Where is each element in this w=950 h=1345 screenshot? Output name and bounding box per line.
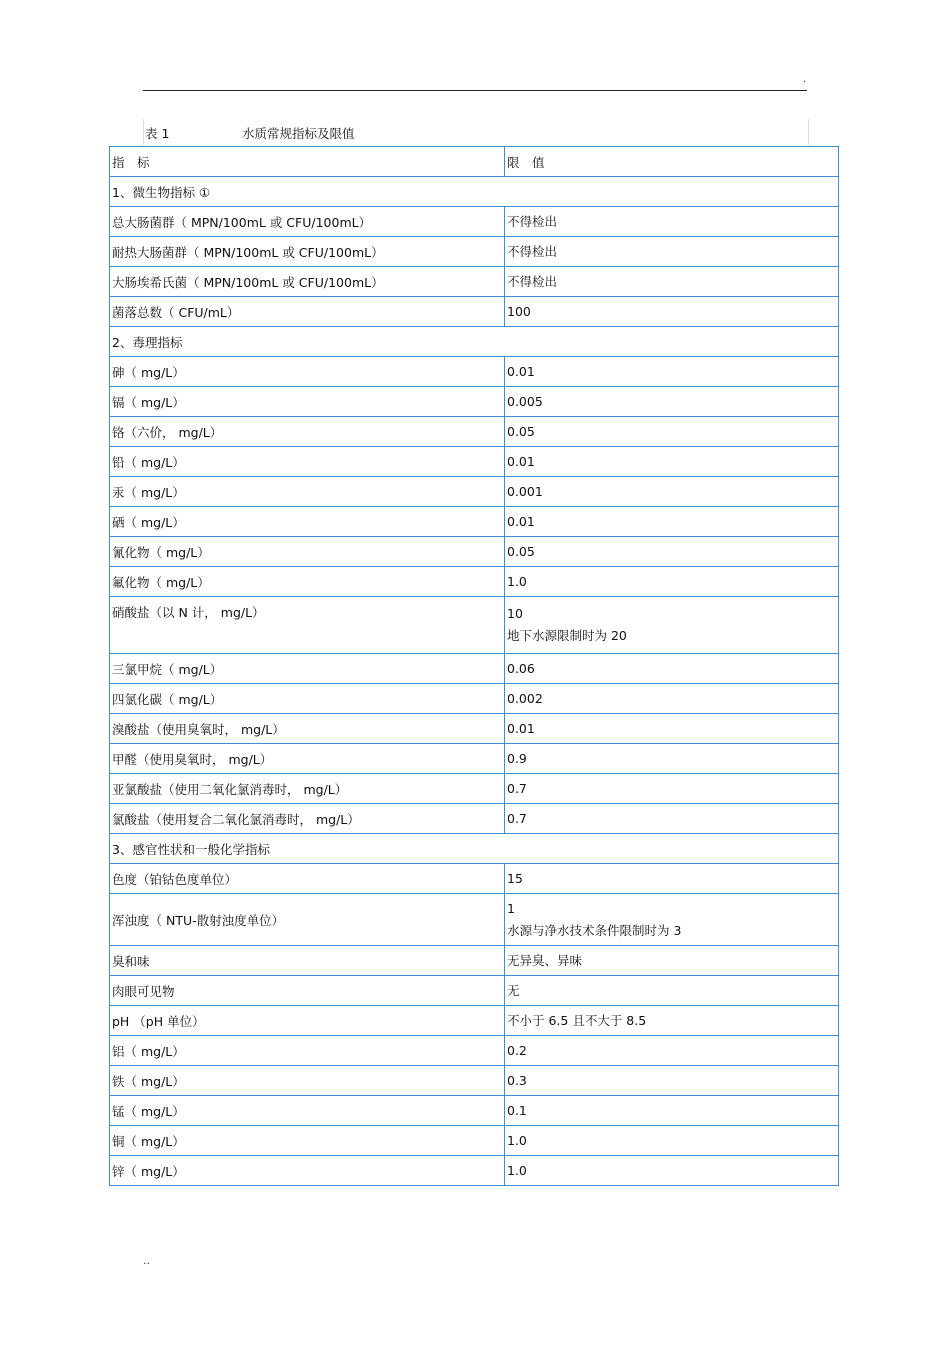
limit-value: 0.1: [507, 1102, 527, 1118]
limit-value: 0.7: [507, 780, 527, 796]
limit-cell: [505, 1036, 839, 1066]
limit-cell: [505, 357, 839, 387]
limit-cell: [505, 597, 839, 654]
limit-value: 0.7: [507, 810, 527, 826]
limit-cell: [505, 567, 839, 597]
water-quality-table: [109, 146, 839, 1186]
indicator-cell: 亚氯酸盐（使用二氧化氯消毒时， mg/L）: [110, 774, 505, 804]
indicator-cell: 四氯化碳（ mg/L）: [110, 684, 505, 714]
limit-cell: [505, 477, 839, 507]
indicator-cell: 铅（ mg/L）: [110, 447, 505, 477]
section-title: 3、感官性状和一般化学指标: [110, 834, 839, 864]
limit-cell: [505, 1096, 839, 1126]
indicator-cell: 铝（ mg/L）: [110, 1036, 505, 1066]
table-title: 水质常规指标及限值: [242, 126, 355, 141]
header-rule: [143, 90, 807, 91]
limit-value: 水源与净水技术条件限制时为 3: [507, 922, 682, 938]
table-number: 表 1: [145, 126, 170, 141]
table-row: [110, 864, 839, 894]
indicator-cell: 大肠埃希氏菌（ MPN/100mL 或 CFU/100mL）: [110, 267, 505, 297]
section-row: [110, 327, 839, 357]
table-row: [110, 597, 839, 654]
table-row: [110, 1036, 839, 1066]
limit-value: 无异臭、异味: [507, 952, 583, 968]
table-row: [110, 357, 839, 387]
table-row: [110, 297, 839, 327]
limit-cell: [505, 267, 839, 297]
limit-value: 0.01: [507, 720, 535, 736]
section-row: [110, 177, 839, 207]
section-row: [110, 834, 839, 864]
indicator-cell: 总大肠菌群（ MPN/100mL 或 CFU/100mL）: [110, 207, 505, 237]
indicator-cell: 溴酸盐（使用臭氧时， mg/L）: [110, 714, 505, 744]
limit-cell: [505, 714, 839, 744]
indicator-cell: 臭和味: [110, 946, 505, 976]
limit-value: 0.06: [507, 660, 535, 676]
table-row: [110, 537, 839, 567]
indicator-cell: pH （pH 单位）: [110, 1006, 505, 1036]
table-row: [110, 1066, 839, 1096]
table-row: [110, 237, 839, 267]
indicator-cell: 铜（ mg/L）: [110, 1126, 505, 1156]
limit-cell: [505, 207, 839, 237]
limit-cell: [505, 976, 839, 1006]
limit-value: 0.002: [507, 690, 543, 706]
limit-cell: [505, 1066, 839, 1096]
section-title: 2、毒理指标: [110, 327, 839, 357]
table-row: [110, 976, 839, 1006]
indicator-cell: 三氯甲烷（ mg/L）: [110, 654, 505, 684]
table-row: [110, 387, 839, 417]
limit-cell: [505, 684, 839, 714]
limit-cell: [505, 654, 839, 684]
limit-value: 不得检出: [507, 273, 558, 289]
limit-cell: [505, 744, 839, 774]
table-row: [110, 1156, 839, 1186]
table-header-row: [110, 147, 839, 177]
limit-value: 1: [507, 900, 515, 916]
indicator-cell: 甲醛（使用臭氧时， mg/L）: [110, 744, 505, 774]
table-row: [110, 417, 839, 447]
table-row: [110, 684, 839, 714]
limit-value: 15: [507, 870, 523, 886]
indicator-cell: 铬（六价， mg/L）: [110, 417, 505, 447]
limit-cell: [505, 297, 839, 327]
header-mark: .: [803, 74, 807, 85]
table-row: [110, 447, 839, 477]
table-row: [110, 507, 839, 537]
footer-mark: ..: [143, 1254, 150, 1267]
indicator-cell: 氰化物（ mg/L）: [110, 537, 505, 567]
limit-cell: [505, 774, 839, 804]
limit-value: 0.01: [507, 363, 535, 379]
table-row: [110, 477, 839, 507]
limit-value: 1.0: [507, 1162, 527, 1178]
table-row: [110, 894, 839, 946]
table-row: [110, 714, 839, 744]
limit-cell: [505, 387, 839, 417]
limit-cell: [505, 946, 839, 976]
indicator-cell: 色度（铂钴色度单位）: [110, 864, 505, 894]
limit-value: 0.9: [507, 750, 527, 766]
indicator-cell: 铁（ mg/L）: [110, 1066, 505, 1096]
limit-value: 1.0: [507, 573, 527, 589]
table-row: [110, 804, 839, 834]
limit-cell: [505, 237, 839, 267]
table-row: [110, 744, 839, 774]
indicator-cell: 砷（ mg/L）: [110, 357, 505, 387]
table-row: [110, 267, 839, 297]
indicator-cell: 硝酸盐（以 N 计， mg/L）: [110, 597, 505, 654]
limit-value: 0.005: [507, 393, 543, 409]
limit-value: 0.3: [507, 1072, 527, 1088]
table-row: [110, 567, 839, 597]
table-row: [110, 207, 839, 237]
indicator-cell: 氟化物（ mg/L）: [110, 567, 505, 597]
limit-value: 无: [507, 982, 520, 998]
limit-cell: [505, 537, 839, 567]
limit-cell: [505, 417, 839, 447]
limit-value: 100: [507, 303, 531, 319]
table-row: [110, 1126, 839, 1156]
indicator-cell: 锰（ mg/L）: [110, 1096, 505, 1126]
limit-value: 10: [507, 606, 523, 621]
indicator-cell: 硒（ mg/L）: [110, 507, 505, 537]
indicator-cell: 菌落总数（ CFU/mL）: [110, 297, 505, 327]
indicator-cell: 肉眼可见物: [110, 976, 505, 1006]
limit-value: 0.2: [507, 1042, 527, 1058]
limit-cell: [505, 894, 839, 946]
header-limit: 限 值: [505, 147, 839, 177]
indicator-cell: 耐热大肠菌群（ MPN/100mL 或 CFU/100mL）: [110, 237, 505, 267]
table-row: [110, 1096, 839, 1126]
limit-cell: [505, 804, 839, 834]
limit-value: 地下水源限制时为 20: [507, 628, 627, 643]
limit-value: 0.05: [507, 423, 535, 439]
limit-value: 不得检出: [507, 213, 558, 229]
section-title: 1、微生物指标 ①: [110, 177, 839, 207]
table-row: [110, 774, 839, 804]
header-indicator: 指 标: [110, 147, 505, 177]
limit-value: 不小于 6.5 且不大于 8.5: [507, 1012, 647, 1028]
limit-value: 0.001: [507, 483, 543, 499]
limit-value: 不得检出: [507, 243, 558, 259]
limit-cell: [505, 447, 839, 477]
limit-value: 0.01: [507, 513, 535, 529]
limit-cell: [505, 1156, 839, 1186]
limit-cell: [505, 1126, 839, 1156]
limit-value: 0.01: [507, 453, 535, 469]
indicator-cell: 汞（ mg/L）: [110, 477, 505, 507]
table-row: [110, 946, 839, 976]
indicator-cell: 氯酸盐（使用复合二氧化氯消毒时， mg/L）: [110, 804, 505, 834]
indicator-cell: 镉（ mg/L）: [110, 387, 505, 417]
table-row: [110, 1006, 839, 1036]
limit-value: 0.05: [507, 543, 535, 559]
limit-cell: [505, 507, 839, 537]
limit-cell: [505, 1006, 839, 1036]
limit-value: 1.0: [507, 1132, 527, 1148]
indicator-cell: 浑浊度（ NTU-散射浊度单位）: [110, 894, 505, 946]
limit-cell: [505, 864, 839, 894]
indicator-cell: 锌（ mg/L）: [110, 1156, 505, 1186]
table-body: [110, 147, 839, 1186]
table-row: [110, 654, 839, 684]
